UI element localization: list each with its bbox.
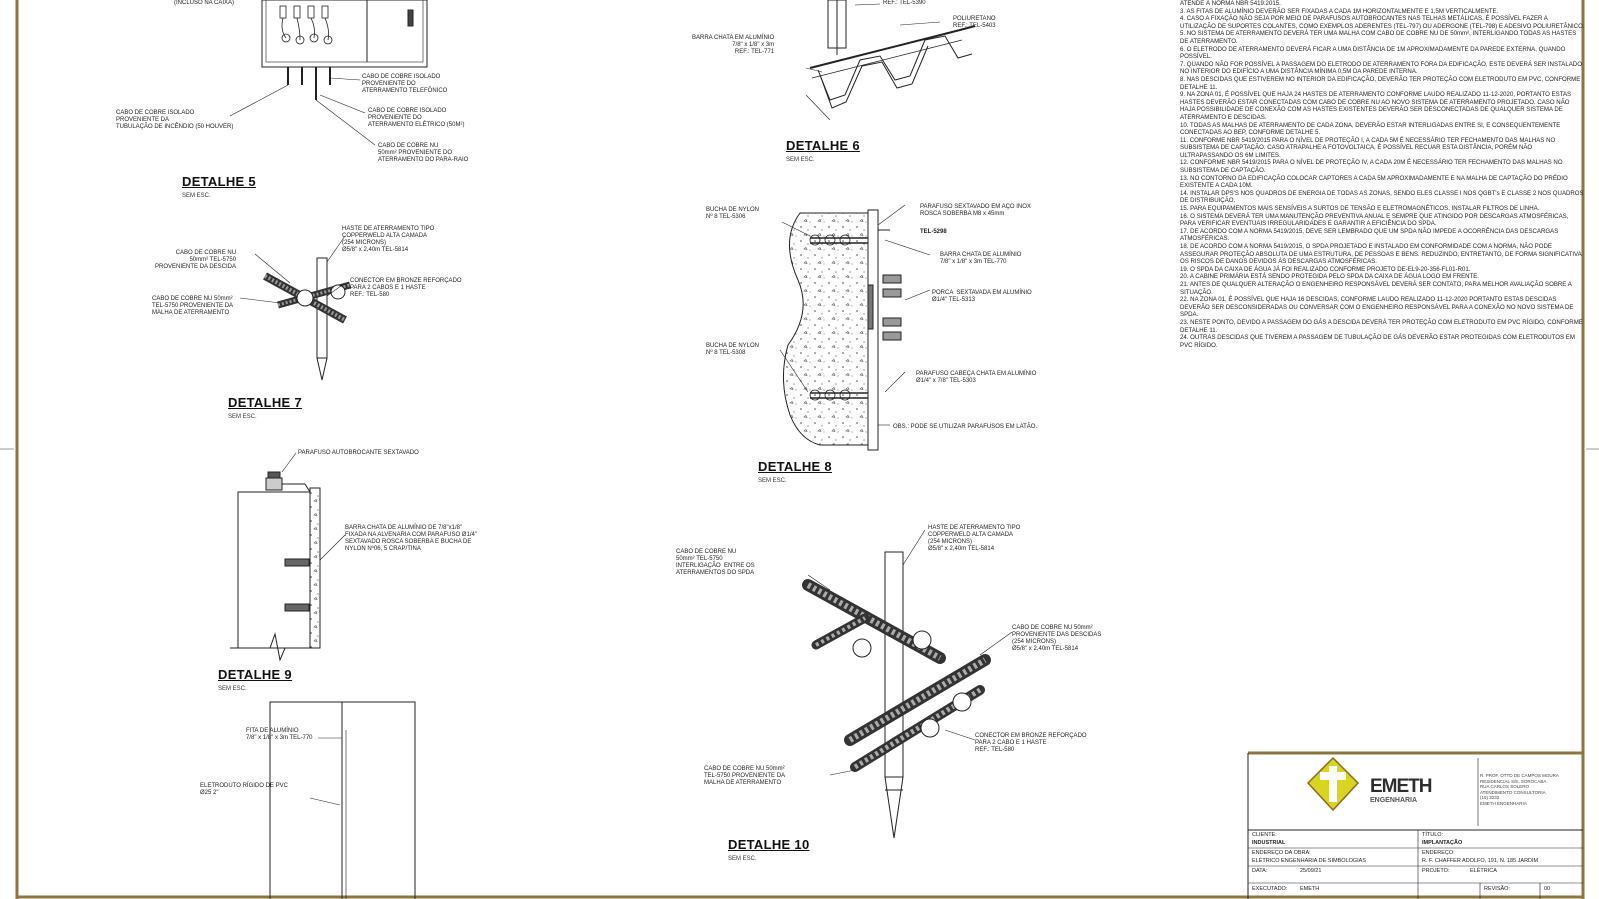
note-item: 10. TODAS AS MALHAS DE ATERRAMENTO DE CADA ZONA, DEVERÃO ESTAR INTERLIGADAS ENTRE SI, E CONSEQUENTEMENTE CONECTADAS AO BEP, CONFORME DETALHE 5. — [1180, 121, 1561, 137]
note-item: 20. A CABINE PRIMÁRIA ESTÁ SENDO PROTEGIDA PELO SPDA DA CAIXA DE ÁGUA LOGO EM FRENTE. — [1180, 273, 1480, 281]
tb-date: 25/09/21 — [1300, 868, 1322, 874]
conduit-label-pvc: ELETRODUTO RÍGIDO DE PVC Ø25 2" — [200, 783, 288, 796]
d10-label-connector: CONECTOR EM BRONZE REFORÇADO PARA 2 CABO E 1 HASTE REF.: TEL-580 — [975, 733, 1087, 753]
detail-7-title: DETALHE 7 — [228, 395, 302, 410]
tb-address: R. F. CHAFFER ADOLFO, 191, N. 185 JARDIM — [1422, 858, 1539, 864]
tb-client: INDUSTRIAL — [1252, 840, 1286, 846]
d6-label-bar: BARRA CHATA EM ALUMÍNIO 7/8" x 1/8" x 3m REF.: TEL-771 — [692, 35, 775, 55]
detail-6-title: DETALHE 6 — [786, 138, 860, 153]
d5-label-box: (INCLUSO NA CAIXA) — [174, 0, 235, 6]
tb-drawing-label: TÍTULO: — [1422, 832, 1444, 838]
d8-label-flathead: PARAFUSO CABEÇA CHATA EM ALUMÍNIO Ø1/4" x 7/8" TEL-5303 — [916, 371, 1037, 384]
note-item: 4. CASO A FIXAÇÃO NÃO SEJA POR MEIO DE PARAFUSOS AUTOBROCANTES NAS TELHAS METÁLICAS, É POSSÍVEL FAZER A UTILIZAÇÃO DE SUPORTES COLANTES, COMO EXEMPLOS ADERENTES (TEL-797) OU ADERGONE (TEL-798) E ADESIVO POLIURETÂNICO. — [1180, 15, 1585, 30]
d7-label-rod: HASTE DE ATERRAMENTO TIPO COPPERWELD ALTA CAMADA (254 MICRONS) Ø5/8" x 2,40m TEL-5814 — [342, 226, 435, 253]
company-subtitle: ENGENHARIA — [1370, 797, 1418, 804]
d7-label-cable-descent: CABO DE COBRE NU 50mm² TEL-5750 PROVENIENTE DA DESCIDA — [155, 250, 237, 270]
detail-10-title: DETALHE 10 — [728, 837, 810, 852]
detail-6-drawing — [806, 0, 975, 120]
detail-7-drawing — [240, 236, 350, 380]
tb-project: ELÉTRICA — [1470, 868, 1497, 874]
tb-drawing: IMPLANTAÇÃO — [1422, 840, 1463, 846]
d8-label-tel: TEL-5298 — [920, 229, 947, 235]
detail-10-drawing — [808, 530, 1012, 838]
d10-label-interconnect: CABO DE COBRE NU 50mm² TEL-5750 INTERLIGAÇÃO ENTRE OS ATERRAMENTOS DO SPDA — [676, 549, 755, 576]
note-item: 11. CONFORME NBR 5419/2015 PARA O NÍVEL DE PROTEÇÃO I, A CADA 5M É NECESSÁRIO TER FECHAMENTO DAS MALHAS NO SUBSISTEMA DE CAPTAÇÃO. CASO ATRAPALHE A FOTOVOLTAICA, É POSSÍVEL RECUAR ESTA DISTÂNCIA, PORÉM NÃO ULTRAPASSANDO OS 6M LIMITES. — [1180, 136, 1556, 159]
detail-9-drawing — [230, 453, 345, 660]
d8-label-obs: OBS.: PODE SE UTILIZAR PARAFUSOS EM LATÃO. — [893, 424, 1038, 430]
d9-label-screw: PARAFUSO AUTOBROCANTE SEXTAVADO — [298, 450, 419, 456]
note-item: 3. AS FITAS DE ALUMÍNIO DEVERÃO SER FIXADAS A CADA 1M HORIZONTALMENTE E 1,5M VERTICALMENTE. — [1180, 7, 1499, 15]
detail-5-title: DETALHE 5 — [182, 174, 256, 189]
note-item: 14. INSTALAR DPS'S NOS QUADROS DE ENERGIA DE TODAS AS ZONAS, SENDO ELES CLASSE I NOS QGBT's E CLASSE 2 NOS QUADROS DE DISTRIBUIÇÃO. — [1180, 189, 1584, 205]
note-item: 9. NA ZONA 01, É POSSÍVEL QUE HAJA 24 HASTES DE ATERRAMENTO CONFORME LAUDO REALIZADO 11-12-2020, PORTANTO ESTAS HASTES DEVERÃO ESTAR CONECTADAS COM CABO DE COBRE NU AO NOVO SISTEMA DE ATERRAMENTO PROJETADO. CASO NÃO HAJA POSSIBILIDADE DE CONEXÃO COM AS HASTES EXISTENTES DEVERÃO SER DESCONECTADAS DE QUALQUER SISTEMA DE ATERRAMENTO E DESCIDAS. — [1180, 91, 1572, 121]
note-item: ATENDE À NORMA NBR 5419:2015. — [1180, 0, 1281, 7]
tb-work-label: ENDEREÇO DA OBRA: — [1252, 850, 1311, 856]
detail-6-scale: SEM ESC. — [786, 157, 815, 163]
note-item: 16. O SISTEMA DEVERÁ TER UMA MANUTENÇÃO PREVENTIVA ANUAL E SEMPRE QUE ATINGIDO POR DESCARGAS ATMOSFÉRICAS, PARA VERIFICAR EVENTUAIS IRREGULARIDADES E GARANTIR A EFICIÊNCIA DO SPDA. — [1180, 212, 1569, 228]
d10-label-rod: HASTE DE ATERRAMENTO TIPO COPPERWELD ALTA CAMADA (254 MICRONS) Ø5/8" x 2,40m TEL-5814 — [928, 525, 1021, 552]
note-item: 6. O ELETRODO DE ATERRAMENTO DEVERÁ FICAR A UMA DISTÂNCIA DE 1M APROXIMADAMENTE DA PAREDE EXTERNA, QUANDO POSSÍVEL. — [1180, 45, 1566, 61]
tb-project-label: PROJETO: — [1422, 868, 1450, 874]
d9-label-bar: BARRA CHATA DE ALUMÍNIO DE 7/8"x1/8" FIXADA NA ALVENARIA COM PARAFUSO Ø1/4" SEXTAVADO ROSCA SOBERBA E BUCHA DE NYLON Nº06, 5 CRAP/TINA — [345, 525, 477, 552]
note-item: 18. DE ACORDO COM A NORMA 5419/2015, O SPDA PROJETADO E INSTALADO EM CONFORMIDADE COM A NORMA, NÃO PODE ASSEGURAR PROTEÇÃO ABSOLUTA DE UMA ESTRUTURA, DE PESSOAS E BENS. REDUZINDO, ENTRETANTO, DE FORMA SIGNIFICATIVA OS RISCOS DE DANOS DEVIDOS ÀS DESCARGAS ATMOSFÉRICAS. — [1180, 243, 1582, 266]
note-item: 12. CONFORME NBR 5419/2015 PARA O NÍVEL DE PROTEÇÃO IV, A CADA 20M É NECESSÁRIO TER FECHAMENTO DAS MALHAS NO SUBSISTEMA DE CAPTAÇÃO. — [1180, 159, 1563, 175]
tb-client-label: CLIENTE: — [1252, 832, 1277, 838]
note-item: 23. NESTE PONTO, DEVIDO A PASSAGEM DO GÁS A DESCIDA DEVERÁ TER PROTEÇÃO COM ELETRODUTO EM PVC RÍGIDO, CONFORME DETALHE 11. — [1180, 318, 1583, 334]
emeth-logo — [1308, 758, 1358, 810]
company-name: EMETH — [1370, 776, 1432, 797]
d8-label-nut: PORCA SEXTAVADA EM ALUMÍNIO Ø1/4" TEL-5313 — [932, 290, 1032, 303]
detail-8-drawing — [780, 205, 930, 450]
detail-7-scale: SEM ESC. — [228, 414, 257, 420]
d10-label-descent: CABO DE COBRE NU 50mm² PROVENIENTE DAS DESCIDAS (254 MICRONS) Ø5/8" x 2,40m TEL-5814 — [1012, 625, 1102, 652]
detail-8-scale: SEM ESC. — [758, 478, 787, 484]
note-item: 15. PARA EQUIPAMENTOS MAIS SENSÍVEIS A SURTOS DE TENSÃO E ELETROMAGNÉTICOS, INSTALAR FILTROS DE LINHA. — [1180, 205, 1540, 213]
tb-revision: 00 — [1544, 886, 1551, 892]
note-item: 13. NO CONTORNO DA EDIFICAÇÃO COLOCAR CAPTORES A CADA 5M APROXIMADAMENTE E NA MALHA DE CAPTAÇÃO DO PRÉDIO EXISTENTE A CADA 10M. — [1180, 174, 1568, 190]
d5-label-spda: CABO DE COBRE NU 50mm² PROVENIENTE DO ATERRAMENTO DO PARA-RAIO — [378, 143, 469, 163]
d6-label-ref: REF.: TEL-5390 — [883, 0, 926, 6]
d5-label-fire: CABO DE COBRE ISOLADO PROVENIENTE DA TUBULAÇÃO DE INCÊNDIO (50 HOUVER) — [116, 110, 234, 130]
d5-label-tel: CABO DE COBRE ISOLADO PROVENIENTE DO ATERRAMENTO TELEFÔNICO — [362, 74, 448, 94]
detail-9-scale: SEM ESC. — [218, 686, 247, 692]
detail-8-title: DETALHE 8 — [758, 459, 832, 474]
tb-executed: EMETH — [1300, 886, 1320, 892]
note-item: 17. DE ACORDO COM A NORMA 5419/2015, DEVE SER LEMBRADO QUE UM SPDA NÃO IMPEDE A OCORRÊNCIA DAS DESCARGAS ATMOSFÉRICAS. — [1180, 227, 1559, 243]
tb-date-label: DATA: — [1252, 868, 1268, 874]
d8-label-bucha-2: BUCHA DE NYLON Nº 8 TEL-5308 — [706, 343, 760, 356]
detail-5-scale: SEM ESC. — [182, 193, 211, 199]
conduit-label-tape: FITA DE ALUMÍNIO 7/8" x 1/8" x 3m TEL-770 — [246, 728, 313, 741]
note-item: 7. QUANDO NÃO FOR POSSÍVEL A PASSAGEM DO ELETRODO DE ATERRAMENTO FORA DA EDIFICAÇÃO, ESTE DEVERÁ SER INSTALADO NO INTERIOR DO EDIFÍCIO A UMA DISTÂNCIA MÍNIMA 0,5M DA PAREDE INTERNA. — [1180, 60, 1582, 76]
d10-label-mesh: CABO DE COBRE NU 50mm² TEL-5750 PROVENIENTE DA MALHA DE ATERRAMENTO — [704, 766, 786, 786]
d5-label-elec: CABO DE COBRE ISOLADO PROVENIENTE DO ATERRAMENTO ELÉTRICO (50M²) — [368, 108, 465, 128]
d8-label-bucha-1: BUCHA DE NYLON Nº 8 TEL-5306 — [706, 207, 760, 220]
d7-label-cable-mesh: CABO DE COBRE NU 50mm² TEL-5750 PROVENIENTE DA MALHA DE ATERRAMENTO — [152, 296, 234, 316]
d8-label-screw: PARAFUSO SEXTAVADO EM AÇO INOX ROSCA SOBERBA M8 x 45mm — [920, 204, 1031, 217]
general-notes — [1180, 0, 1585, 349]
d8-label-bar: BARRA CHATA DE ALUMÍNIO 7/8" x 1/8" x 3m TEL-770 — [940, 252, 1022, 265]
tb-revision-label: REVISÃO: — [1484, 886, 1510, 892]
tb-work: ELÉTRICO ENGENHARIA DE SIMBOLOGIAS — [1252, 858, 1366, 864]
tb-executed-label: EXECUTADO: — [1252, 886, 1288, 892]
company-address: R. PROF. OTTO DE CAMPOS MOURA RESIDENCIAL S/E, SOROCABA RUA CARLOS SOLERO ATENDIMENTO CONSULTORIA (15) 3232 EMETH ENGENHARIA — [1480, 773, 1559, 806]
note-item: 21. ANTES DE QUALQUER ALTERAÇÃO O ENGENHEIRO RESPONSÁVEL DEVERÁ SER CONTATO, PARA MELHOR AVALIAÇÃO SOBRE A SITUAÇÃO. — [1180, 280, 1572, 296]
note-item: 24. OUTRAS DESCIDAS QUE TIVEREM A PASSAGEM DE TUBULAÇÃO DE GÁS DEVERÃO ESTAR PROTEGIDAS COM ELETRODUTOS EM PVC RÍGIDO. — [1180, 334, 1575, 349]
d6-label-pu: POLIURETANO REF.: TEL-5403 — [953, 16, 996, 29]
tb-address-label: ENDEREÇO: — [1422, 850, 1455, 856]
note-item: 22. NA ZONA 01, É POSSÍVEL QUE HAJA 16 DESCIDAS, CONFORME LAUDO REALIZADO 11-12-2020 PORTANTO ESTAS DESCIDAS DEVERÃO SER DESCONSIDERADAS OU CONVERSAR COM O ENGENHEIRO RESPONSÁVEL PARA A CONEXÃO NO NOVO SISTEMA DE SPDA. — [1180, 296, 1574, 319]
note-item: 8. NAS DESCIDAS QUE ESTIVEREM NO INTERIOR DA EDIFICAÇÃO, DEVERÃO TER PROTEÇÃO COM ELETRODUTO EM PVC, CONFORME DETALHE 11. — [1180, 75, 1581, 91]
d7-label-connector: CONECTOR EM BRONZE REFORÇADO PARA 2 CABOS E 1 HASTE REF.: TEL-580 — [350, 278, 462, 298]
note-item: 5. NO SISTEMA DE ATERRAMENTO DEVERÁ TER UMA MALHA COM CABO DE COBRE NU DE 50mm², INTERLIGANDO TODAS AS HASTES DE ATERRAMENTO. — [1180, 30, 1577, 45]
detail-10-scale: SEM ESC. — [728, 856, 757, 862]
note-item: 19. O SPDA DA CAIXA DE ÁGUA JÁ FOI REALIZADO CONFORME PROJETO DE-EL9-20-356-FL01-R01. — [1180, 265, 1471, 273]
detail-9-title: DETALHE 9 — [218, 667, 292, 682]
